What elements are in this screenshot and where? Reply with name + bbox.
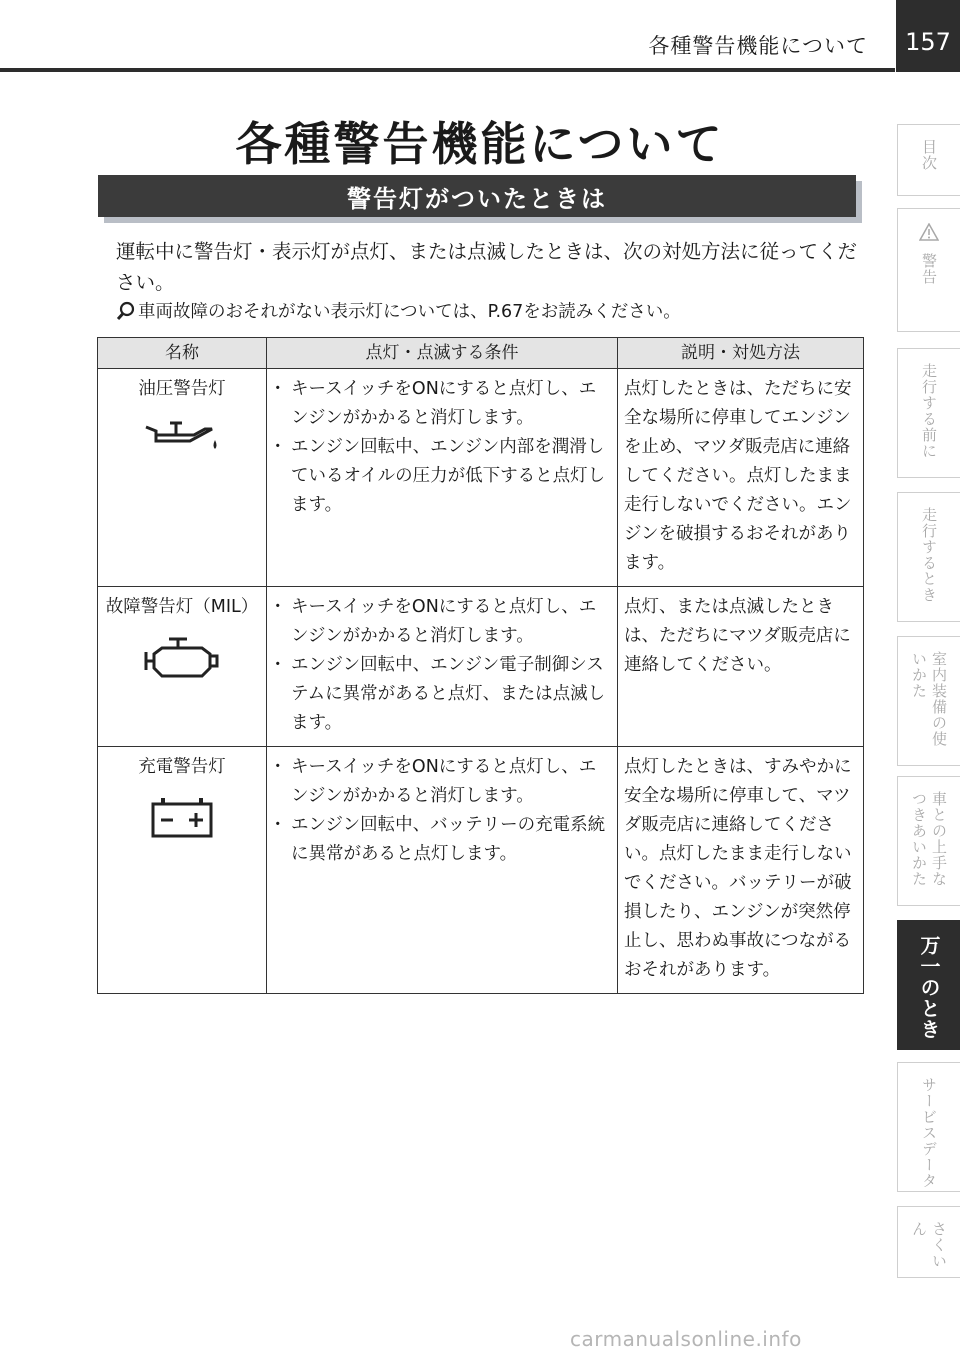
header-rule <box>0 68 895 72</box>
warning-triangle-icon <box>919 223 939 241</box>
table-header-row <box>98 338 864 369</box>
side-tab-interior[interactable] <box>897 636 960 766</box>
warning-light-table <box>97 337 864 994</box>
page-title: 各種警告機能について <box>235 117 725 171</box>
condition-item: ・ キースイッチをONにすると点灯し、エンジンがかかると消灯します。 <box>273 375 613 433</box>
side-tab-car-care[interactable] <box>897 776 960 906</box>
oil-pressure-icon <box>142 418 222 454</box>
light-name: 充電警告灯 <box>138 757 226 777</box>
action-cell: 点灯、または点滅したときは、ただちにマツダ販売店に連絡してください。 <box>618 587 864 747</box>
side-tab-warning[interactable] <box>897 208 960 332</box>
side-tab-label: 万一のとき <box>917 935 941 1040</box>
side-tab-label: サービスデータ <box>920 1077 938 1189</box>
magnifier-icon <box>116 301 136 321</box>
light-name: 油圧警告灯 <box>138 379 226 399</box>
light-name-cell <box>98 747 267 994</box>
action-cell: 点灯したときは、ただちに安全な場所に停車してエンジンを止め、マツダ販売店に連絡してください。点灯したまま走行しないでください。エンジンを破損するおそれがあります。 <box>618 369 864 587</box>
section-heading: 警告灯がついたときは <box>98 175 856 217</box>
side-tab-label: 走行する前に <box>920 363 938 459</box>
light-name-cell <box>98 369 267 587</box>
side-tab-while-driving[interactable] <box>897 492 960 622</box>
side-tab-index[interactable] <box>897 1206 960 1278</box>
column-header-action: 説明・対処方法 <box>618 338 864 369</box>
side-tab-emergency[interactable] <box>897 920 960 1050</box>
side-tab-label: さくいん <box>910 1221 948 1269</box>
page-number: 157 <box>896 0 960 72</box>
footer-watermark: carmanualsonline.info <box>570 1327 802 1351</box>
table-row <box>98 747 864 994</box>
side-tab-label: 目次 <box>920 139 938 171</box>
running-header-title: 各種警告機能について <box>648 34 868 58</box>
intro-text: 運転中に警告灯・表示灯が点灯、または点滅したときは、次の対処方法に従ってください。 <box>116 240 858 294</box>
side-tab-contents[interactable] <box>897 124 960 196</box>
condition-item: ・ エンジン回転中、エンジン内部を潤滑しているオイルの圧力が低下すると点灯します。 <box>273 433 613 520</box>
side-tab-before-driving[interactable] <box>897 348 960 478</box>
condition-item: ・ エンジン回転中、バッテリーの充電系統に異常があると点灯します。 <box>273 811 613 869</box>
column-header-name: 名称 <box>98 338 267 369</box>
light-name: 故障警告灯（MIL） <box>105 597 259 617</box>
light-name-cell <box>98 587 267 747</box>
reference-note <box>116 298 681 323</box>
table-row <box>98 587 864 747</box>
action-cell: 点灯したときは、すみやかに安全な場所に停車して、マツダ販売店に連絡してください。点灯したまま走行しないでください。バッテリーが破損したり、エンジンが突然停止し、思わぬ事故につながるおそれがあります。 <box>618 747 864 994</box>
check-engine-icon <box>142 636 222 686</box>
side-tab-label: 走行するとき <box>920 507 938 603</box>
side-tab-label: 警告 <box>920 253 938 285</box>
note-text: 車両故障のおそれがない表示灯については、P.67をお読みください。 <box>138 302 681 322</box>
side-tab-service-data[interactable] <box>897 1062 960 1192</box>
condition-item: ・ キースイッチをONにすると点灯し、エンジンがかかると消灯します。 <box>273 753 613 811</box>
battery-charge-icon <box>149 796 215 840</box>
side-tab-label: 室内装備の使いかた <box>910 651 948 747</box>
conditions-cell <box>267 587 618 747</box>
conditions-cell <box>267 747 618 994</box>
condition-item: ・ キースイッチをONにすると点灯し、エンジンがかかると消灯します。 <box>273 593 613 651</box>
side-tab-label: 車との上手なつきあいかた <box>910 791 948 887</box>
column-header-conditions: 点灯・点滅する条件 <box>267 338 618 369</box>
condition-item: ・ エンジン回転中、エンジン電子制御システムに異常があると点灯、または点滅します。 <box>273 651 613 738</box>
table-row <box>98 369 864 587</box>
conditions-cell <box>267 369 618 587</box>
